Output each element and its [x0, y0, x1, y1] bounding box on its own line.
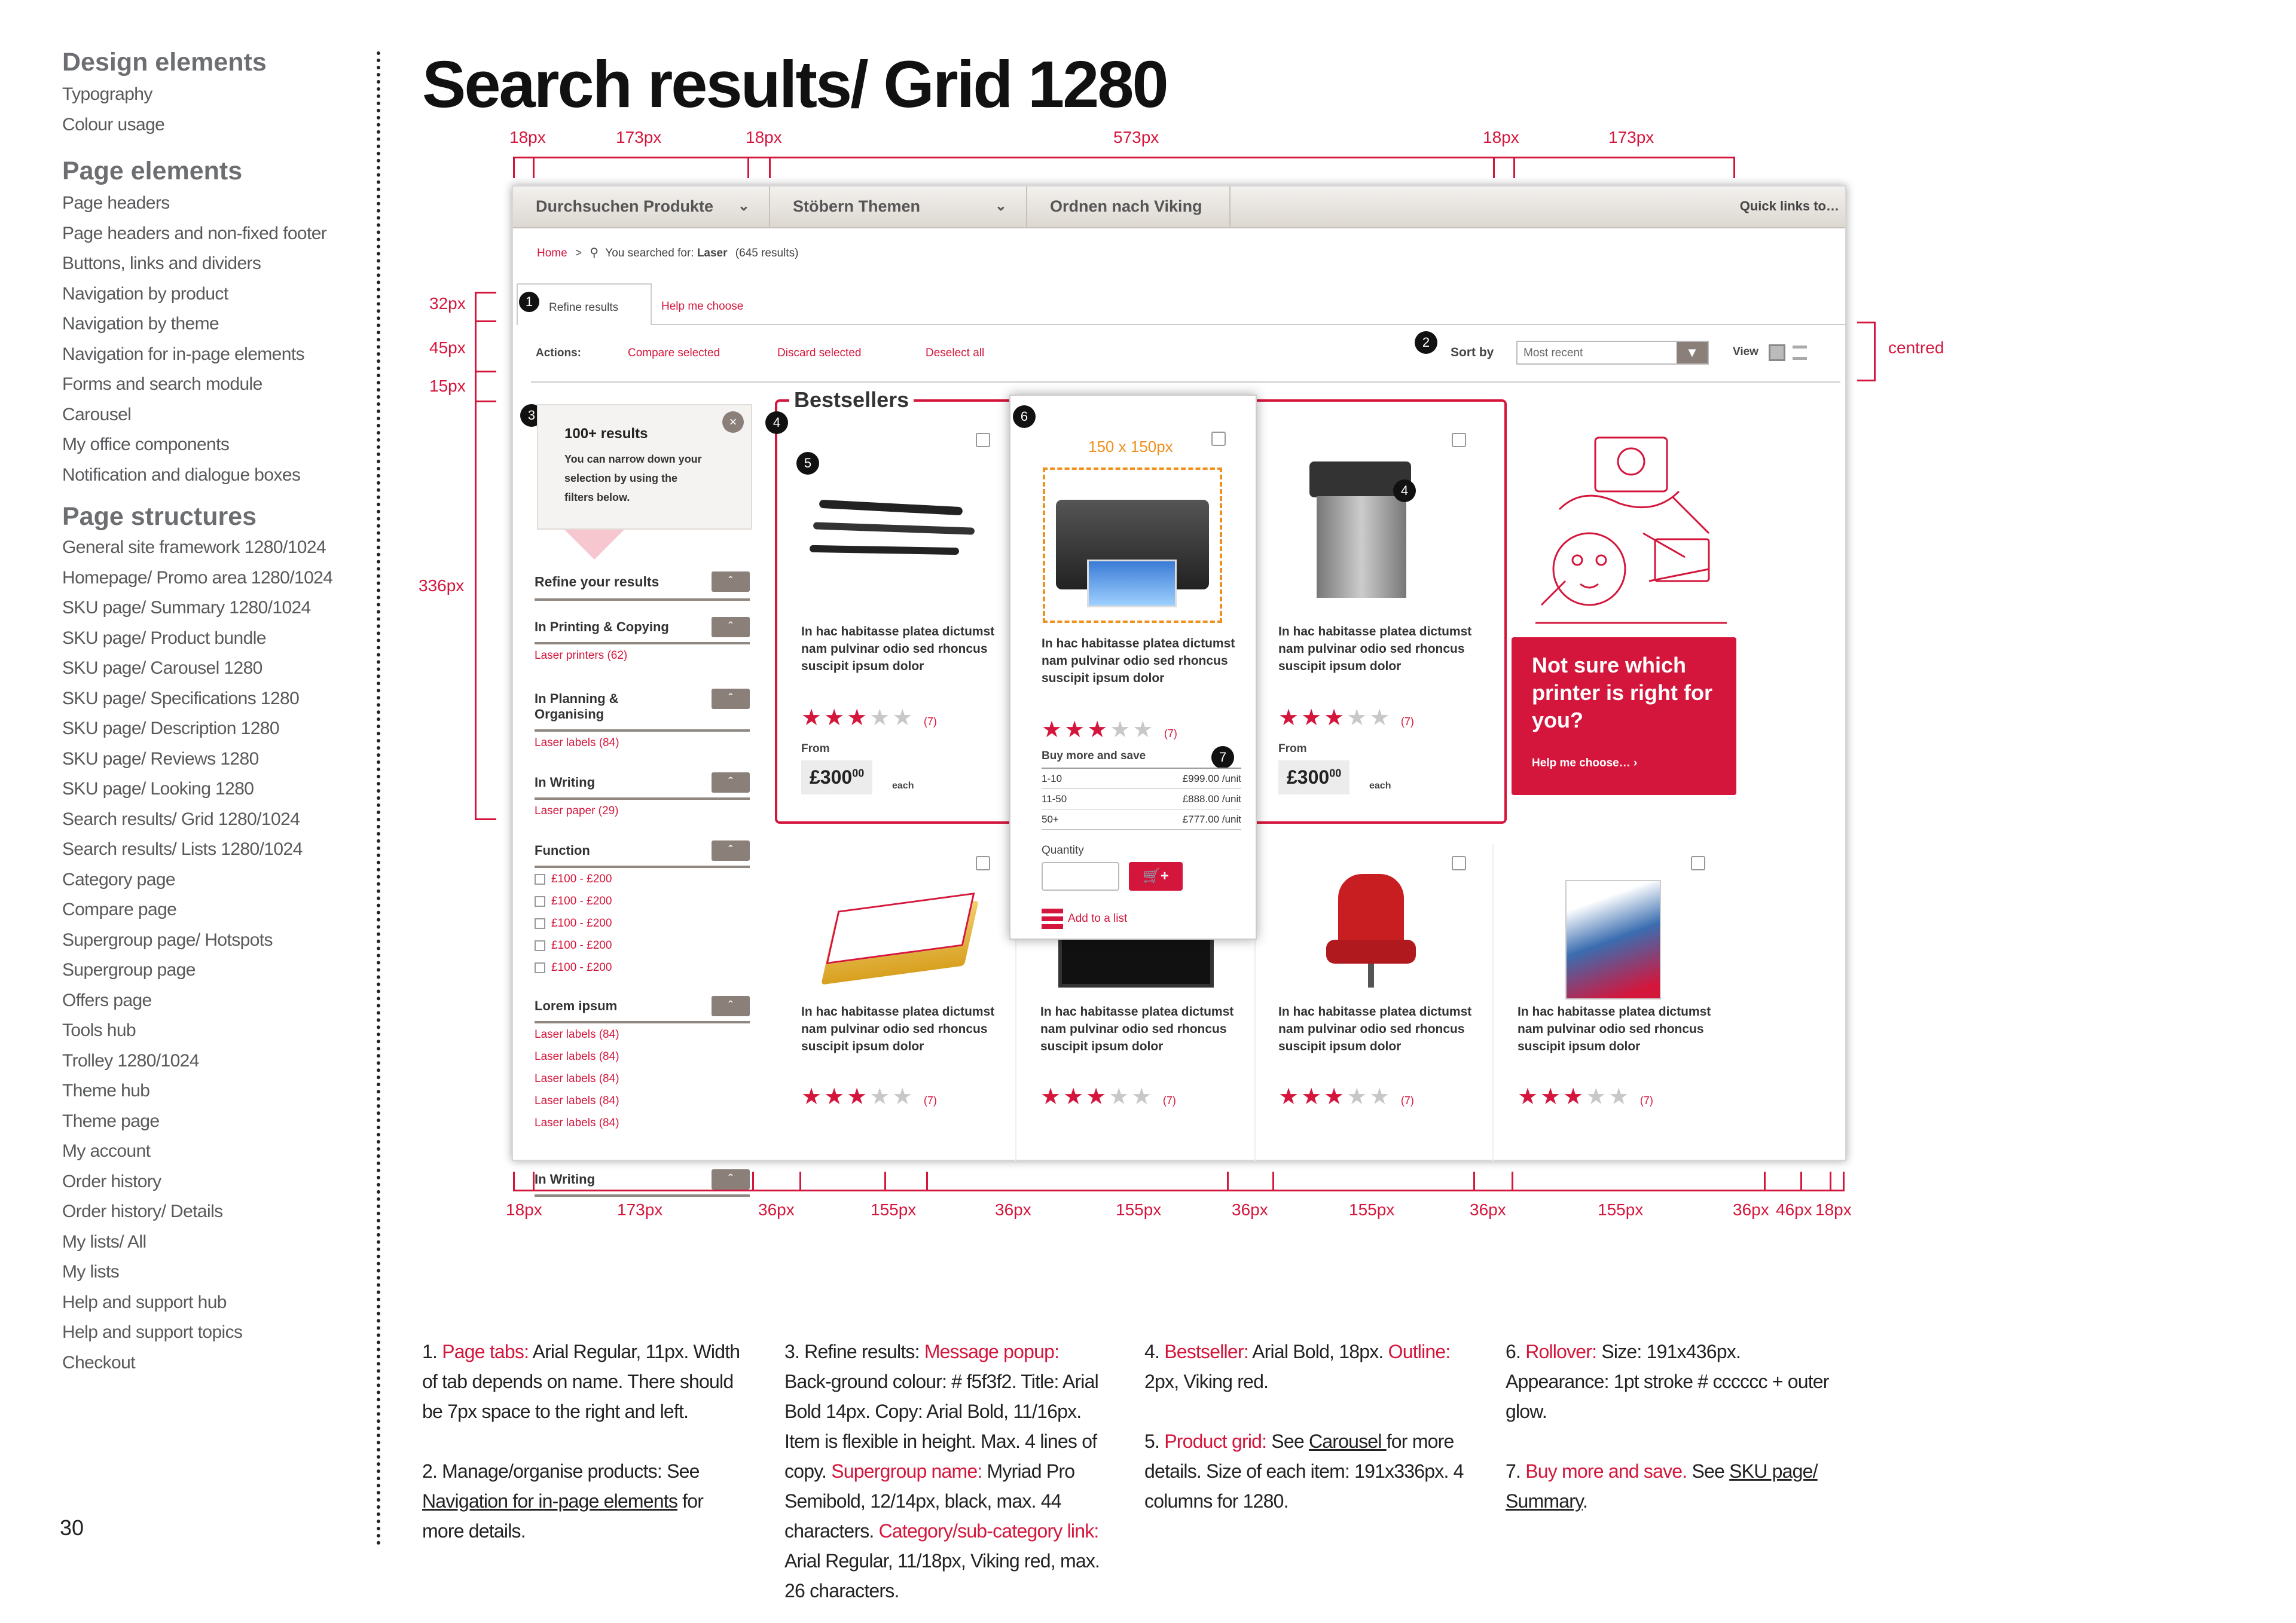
- dimension-label: 155px: [1349, 1200, 1395, 1219]
- sidebar-section-title: Page elements: [62, 157, 243, 185]
- product-image-chair: [1326, 940, 1416, 964]
- product-image-pen: [819, 500, 963, 516]
- note-1: 1. Page tabs: Arial Regular, 11px. Width of tab depends on name. There should be 7px space to the right and left. 2. Manage/organise products: See Navigation for in-page elements for more details.: [422, 1341, 740, 1542]
- checkbox[interactable]: [535, 874, 545, 885]
- note-6: 6. Rollover: Size: 191x436px. Appearance: 1pt stroke # cccccc + outer glow. 7. Buy more and save. See SKU page/ Summary.: [1506, 1341, 1829, 1512]
- dimension-tick: [475, 818, 496, 820]
- collapse-icon[interactable]: ˆ: [712, 772, 750, 793]
- category-link[interactable]: Laser labels (84): [535, 1028, 619, 1041]
- breadcrumb-count: (645 results): [735, 247, 799, 259]
- dimension-label: 36px: [1470, 1200, 1506, 1219]
- chevron-down-icon: ⌄: [994, 198, 1007, 214]
- compare-selected-link[interactable]: Compare selected: [628, 347, 720, 359]
- dimension-line-top: [513, 157, 1735, 158]
- quantity-input[interactable]: [1042, 862, 1119, 891]
- product-card[interactable]: [1500, 844, 1733, 1161]
- sidebar-link[interactable]: Navigation by theme: [62, 314, 219, 334]
- sidebar-link[interactable]: Navigation for in-page elements: [62, 344, 304, 364]
- image-placeholder-outline: [1043, 467, 1222, 623]
- dimension-tick: [1227, 1172, 1229, 1191]
- dimension-label: 46px: [1776, 1200, 1812, 1219]
- nav-tab-viking[interactable]: [1027, 187, 1231, 228]
- bestsellers-title: Bestsellers: [789, 387, 914, 412]
- filter-checkbox-option[interactable]: £100 - £200: [535, 956, 750, 979]
- dimension-label: 36px: [1232, 1200, 1268, 1219]
- rating-stars: ★★★★★ (7): [1518, 1084, 1653, 1109]
- dimension-label: 573px: [1113, 128, 1159, 146]
- refine-title: Refine your results: [535, 574, 660, 589]
- facet-group: [535, 619, 750, 667]
- dimension-tick: [1493, 157, 1495, 178]
- promo-illustration: [1518, 426, 1739, 635]
- price-tier-row: [1042, 809, 1241, 830]
- category-link[interactable]: Laser labels (84): [535, 736, 619, 749]
- annotation-badge: 4: [765, 411, 788, 434]
- annotation-badge: 1: [519, 292, 539, 312]
- sidebar-link[interactable]: Page headers and non-fixed footer: [62, 223, 327, 243]
- rating-stars: ★★★★★ (7): [1278, 705, 1414, 730]
- supergroup-name: In Printing & Copying: [535, 619, 669, 634]
- sidebar-link[interactable]: SKU page/ Looking 1280: [62, 779, 254, 799]
- add-to-basket-button[interactable]: 🛒+: [1129, 862, 1183, 891]
- product-title[interactable]: In hac habitasse platea dictumst nam pulvinar odio sed rhoncus suscipit ipsum dolor: [1040, 1005, 1234, 1053]
- note-3: 3. Refine results: Message popup: Back-ground colour: # f5f3f2. Title: Arial Bold 14px. Copy: Arial Bold, 11/16px. Item is flexible in height. Max. 4 lines of copy. Supergroup name: Myriad Pro Semibold, 12/14px, black, max. 44 characters. Category/sub-category link: Arial Regular, 11/18px, Viking red, max. 26 characters.: [784, 1341, 1100, 1601]
- dimension-tick: [513, 1172, 515, 1191]
- dimension-label: 155px: [871, 1200, 917, 1219]
- promo-box[interactable]: [1512, 637, 1736, 795]
- annotation-badge: 6: [1013, 405, 1036, 428]
- add-to-list-link[interactable]: Add to a list: [1068, 912, 1128, 925]
- price-box: $£300^{00}$: [801, 760, 872, 794]
- product-card[interactable]: [1260, 844, 1494, 1161]
- dimension-line-right: [1874, 322, 1876, 381]
- search-icon: ⚲: [590, 246, 599, 259]
- sidebar-link[interactable]: SKU page/ Description 1280: [62, 719, 279, 738]
- collapse-icon[interactable]: ˆ: [712, 1169, 750, 1190]
- dimension-label: 32px: [429, 294, 466, 313]
- image-size-label: 150 x 150px: [1088, 438, 1173, 456]
- annotation-badge: 4: [1393, 479, 1416, 502]
- dimension-label: 15px: [429, 377, 466, 395]
- dimension-tick: [1830, 1172, 1831, 1191]
- sidebar-link[interactable]: Help and support topics: [62, 1322, 243, 1342]
- sidebar-link[interactable]: Supergroup page/ Hotspots: [62, 930, 273, 950]
- sidebar-link[interactable]: Carousel: [62, 404, 132, 424]
- sidebar-link[interactable]: Offers page: [62, 990, 152, 1010]
- supergroup-name: Function: [535, 843, 590, 858]
- dimension-label: 173px: [616, 128, 662, 146]
- buy-more-save-table: [1042, 768, 1241, 830]
- filter-checkbox-option[interactable]: £100 - £200: [535, 890, 750, 912]
- tier-qty: 11-50: [1042, 793, 1067, 805]
- supergroup-name: Lorem ipsum: [535, 998, 618, 1013]
- list-icon: [1042, 909, 1063, 929]
- dimension-label: 36px: [1733, 1200, 1769, 1219]
- dimension-tick: [513, 157, 515, 178]
- dimension-tick: [1857, 322, 1875, 323]
- sidebar-link[interactable]: Navigation by product: [62, 283, 228, 304]
- category-link[interactable]: Laser labels (84): [535, 1050, 619, 1063]
- checkbox[interactable]: [535, 896, 545, 907]
- dimension-tick: [752, 1172, 754, 1191]
- supergroup-name: In Writing: [535, 775, 596, 790]
- dimension-tick: [1272, 1172, 1274, 1191]
- compare-checkbox[interactable]: [1452, 856, 1466, 870]
- chevron-down-icon: ⌄: [737, 198, 750, 214]
- sidebar-link[interactable]: Help and support hub: [62, 1292, 227, 1312]
- sidebar-link[interactable]: SKU page/ Specifications 1280: [62, 688, 300, 708]
- product-image-printer: [1087, 560, 1177, 607]
- close-icon[interactable]: ×: [722, 411, 744, 433]
- supergroup-name: In Writing: [535, 1172, 596, 1187]
- sidebar-link[interactable]: Trolley 1280/1024: [62, 1050, 199, 1071]
- discard-selected-link[interactable]: Discard selected: [777, 347, 862, 359]
- sidebar-link[interactable]: Buttons, links and dividers: [62, 253, 261, 273]
- product-title[interactable]: In hac habitasse platea dictumst nam pulvinar odio sed rhoncus suscipit ipsum dolor: [1278, 625, 1472, 673]
- price-box: $£300^{00}$: [1278, 760, 1349, 794]
- tier-qty: 50+: [1042, 814, 1059, 825]
- dimension-tick: [926, 1172, 928, 1191]
- sidebar-nav: [62, 48, 337, 1378]
- compare-checkbox[interactable]: [976, 856, 990, 870]
- tab-help-me-choose[interactable]: Help me choose: [661, 300, 744, 313]
- page-title: Search results/ Grid 1280: [422, 48, 1167, 121]
- sidebar-link[interactable]: Compare page: [62, 900, 177, 919]
- sidebar-link[interactable]: My office components: [62, 435, 230, 454]
- filter-checkbox-option[interactable]: £100 - £200: [535, 868, 750, 890]
- sidebar-link[interactable]: Category page: [62, 869, 176, 890]
- deselect-all-link[interactable]: Deselect all: [926, 347, 985, 359]
- checkbox[interactable]: [535, 940, 545, 951]
- breadcrumb-term: Laser: [697, 247, 728, 259]
- search-results-mockup: [512, 185, 1846, 1187]
- dimension-tick: [1843, 1172, 1845, 1191]
- rollover-card[interactable]: [1009, 395, 1257, 940]
- sidebar-link[interactable]: Typography: [62, 84, 152, 104]
- dimension-label: 155px: [1598, 1200, 1644, 1219]
- product-title[interactable]: In hac habitasse platea dictumst nam pulvinar odio sed rhoncus suscipit ipsum dolor: [1278, 1005, 1472, 1053]
- tab-label: Refine results: [549, 301, 619, 314]
- view-label: View: [1733, 346, 1758, 358]
- supergroup-name: In Planning & Organising: [535, 691, 619, 722]
- note-4: 4. Bestseller: Arial Bold, 18px. Outline: 2px, Viking red. 5. Product grid: See Carousel for more details. Size of each item: 191x336px. 4 columns for 1280.: [1144, 1341, 1464, 1512]
- nav-tab-products[interactable]: [513, 187, 770, 228]
- facet-group: [535, 691, 750, 754]
- sort-select-value: Most recent: [1523, 347, 1583, 359]
- sidebar-link[interactable]: Notification and dialogue boxes: [62, 464, 301, 485]
- dimension-tick: [1764, 1172, 1766, 1191]
- sort-select[interactable]: [1516, 341, 1709, 365]
- tier-qty: 1-10: [1042, 773, 1062, 784]
- filter-checkbox-option[interactable]: £100 - £200: [535, 934, 750, 956]
- collapse-icon[interactable]: ˆ: [712, 840, 750, 861]
- compare-checkbox[interactable]: [1211, 432, 1226, 446]
- price-unit: each: [1369, 781, 1391, 791]
- sku-summary-link[interactable]: SKU page/ Summary: [1506, 1460, 1818, 1512]
- sidebar-link[interactable]: SKU page/ Reviews 1280: [62, 748, 259, 769]
- dimension-label: 18px: [509, 128, 546, 146]
- facet-group: [535, 1172, 750, 1197]
- annotation-badge: 7: [1211, 746, 1234, 769]
- rating-stars: ★★★★★ (7): [801, 705, 937, 730]
- dimension-tick: [475, 292, 496, 294]
- list-view-icon[interactable]: [1793, 346, 1807, 360]
- checkbox[interactable]: [535, 918, 545, 929]
- compare-checkbox[interactable]: [1691, 856, 1705, 870]
- navigation-link[interactable]: Navigation for in-page elements: [422, 1490, 678, 1512]
- buy-more-save-title: Buy more and save: [1042, 750, 1146, 762]
- dimension-tick: [475, 320, 496, 322]
- sidebar-link[interactable]: Forms and search module: [62, 374, 262, 394]
- carousel-link[interactable]: Carousel: [1308, 1431, 1387, 1452]
- actions-label: Actions:: [536, 347, 581, 359]
- facet-group: [535, 843, 750, 979]
- actions-divider: [531, 381, 1840, 383]
- sidebar-link[interactable]: My lists: [62, 1262, 120, 1282]
- nav-tab-themes[interactable]: [770, 187, 1027, 228]
- category-link[interactable]: Laser labels (84): [535, 1095, 619, 1107]
- sidebar-link[interactable]: Colour usage: [62, 114, 165, 135]
- dimension-label: 45px: [429, 338, 466, 357]
- dimension-tick: [1857, 380, 1875, 381]
- popup-title: 100+ results: [564, 426, 648, 442]
- dimension-tick: [1800, 1172, 1802, 1191]
- dimension-label: 18px: [506, 1200, 542, 1219]
- dimension-label: 173px: [617, 1200, 663, 1219]
- facet-group: [535, 998, 750, 1134]
- price-tier-row: [1042, 769, 1241, 789]
- category-link[interactable]: Laser labels (84): [535, 1072, 619, 1085]
- page-number: 30: [60, 1515, 84, 1540]
- dimension-tick: [533, 157, 535, 178]
- dimension-tick: [475, 371, 496, 372]
- annotation-badge: 3: [520, 404, 543, 427]
- rating-stars: ★★★★★ (7): [1042, 717, 1177, 742]
- breadcrumb-text: You searched for:: [605, 247, 694, 259]
- dimension-tick: [1512, 1172, 1513, 1191]
- facet-group: [535, 775, 750, 822]
- collapse-icon[interactable]: ˆ: [712, 996, 750, 1016]
- refine-header: [535, 574, 750, 601]
- sidebar-link[interactable]: Theme page: [62, 1111, 160, 1131]
- rating-stars: ★★★★★ (7): [1278, 1084, 1414, 1109]
- product-image-chair: [1338, 874, 1404, 946]
- dimension-tick: [1473, 1172, 1475, 1191]
- collapse-icon[interactable]: ˆ: [712, 617, 750, 637]
- price-tier-row: [1042, 789, 1241, 809]
- price-unit: each: [892, 781, 914, 791]
- dimension-tick: [884, 1172, 886, 1191]
- product-card[interactable]: [783, 844, 1016, 1161]
- sidebar-link[interactable]: Tools hub: [62, 1020, 136, 1040]
- sidebar-link[interactable]: Order history/ Details: [62, 1202, 223, 1221]
- product-image-paper: [1565, 880, 1661, 1000]
- dimension-label: 18px: [1815, 1200, 1852, 1219]
- price-from-label: From: [1278, 742, 1307, 755]
- dimension-label: 18px: [746, 128, 782, 146]
- promo-text: Not sure which printer is right for you?: [1532, 653, 1713, 732]
- dimension-label: 173px: [1608, 128, 1654, 146]
- dimension-label: centred: [1888, 338, 1944, 357]
- promo-link[interactable]: Help me choose… ›: [1532, 757, 1638, 769]
- nav-tab-label: Stöbern Themen: [793, 197, 921, 215]
- dimension-label: 36px: [995, 1200, 1031, 1219]
- dimension-label: 18px: [1483, 128, 1519, 146]
- grid-view-icon[interactable]: [1769, 344, 1785, 361]
- product-image-chair: [1368, 964, 1374, 988]
- product-image-pen: [813, 522, 975, 534]
- dimension-tick: [799, 1172, 801, 1191]
- product-image-pen: [810, 545, 959, 555]
- sidebar-link[interactable]: SKU page/ Carousel 1280: [62, 658, 262, 678]
- price-from-label: From: [801, 742, 830, 755]
- sort-by-label: Sort by: [1451, 346, 1494, 359]
- product-title[interactable]: In hac habitasse platea dictumst nam pulvinar odio sed rhoncus suscipit ipsum dolor: [1042, 637, 1235, 685]
- compare-checkbox[interactable]: [1452, 433, 1466, 447]
- sidebar-link[interactable]: Order history: [62, 1171, 161, 1191]
- dimension-tick: [1733, 157, 1735, 178]
- sidebar-link[interactable]: Theme hub: [62, 1081, 150, 1101]
- message-popup: [537, 404, 752, 530]
- tier-price: £888.00 /unit: [1182, 793, 1241, 805]
- product-card[interactable]: [1260, 414, 1494, 820]
- sidebar-link[interactable]: Checkout: [62, 1352, 135, 1373]
- sidebar-link[interactable]: General site framework 1280/1024: [62, 537, 326, 557]
- sidebar-link[interactable]: Supergroup page: [62, 960, 196, 980]
- quick-links-button[interactable]: Quick links to…: [1739, 198, 1839, 213]
- sidebar-link[interactable]: SKU page/ Product bundle: [62, 628, 266, 648]
- product-title[interactable]: In hac habitasse platea dictumst nam pulvinar odio sed rhoncus suscipit ipsum dolor: [801, 1005, 995, 1053]
- annotation-badge: 5: [796, 452, 819, 475]
- checkbox[interactable]: [535, 962, 545, 973]
- product-card[interactable]: [783, 414, 1016, 820]
- sidebar-section-title: Design elements: [62, 48, 267, 77]
- sidebar-link[interactable]: My lists/ All: [62, 1231, 146, 1252]
- product-image-shredder: [1317, 496, 1406, 598]
- collapse-icon[interactable]: ˆ: [712, 689, 750, 709]
- collapse-all-icon[interactable]: ˆ: [712, 571, 750, 592]
- tier-price: £999.00 /unit: [1182, 773, 1241, 784]
- dimension-label: 36px: [758, 1200, 795, 1219]
- breadcrumb-home-link[interactable]: Home: [537, 247, 567, 259]
- sidebar-link[interactable]: Search results/ Lists 1280/1024: [62, 839, 303, 859]
- sidebar-section-title: Page structures: [62, 502, 257, 531]
- compare-checkbox[interactable]: [976, 433, 990, 447]
- dimension-tick: [747, 157, 749, 178]
- popup-arrow-icon: [564, 530, 624, 560]
- chevron-down-icon: ▼: [1677, 342, 1708, 363]
- category-link[interactable]: Laser labels (84): [535, 1117, 619, 1129]
- nav-tab-label: Durchsuchen Produkte: [536, 197, 714, 215]
- tier-price: £777.00 /unit: [1182, 814, 1241, 825]
- breadcrumb: [537, 245, 798, 260]
- category-link[interactable]: Laser paper (29): [535, 805, 619, 817]
- dimension-label: 336px: [419, 576, 465, 595]
- dimension-tick: [1513, 157, 1515, 178]
- breadcrumb-separator: >: [575, 247, 582, 259]
- dimension-label: 155px: [1116, 1200, 1162, 1219]
- sidebar-link[interactable]: Page headers: [62, 193, 170, 213]
- sidebar-link[interactable]: SKU page/ Summary 1280/1024: [62, 598, 311, 618]
- sidebar-link[interactable]: My account: [62, 1141, 151, 1161]
- category-link[interactable]: Laser printers (62): [535, 649, 628, 662]
- divider: [535, 598, 750, 601]
- dimension-tick: [475, 401, 496, 402]
- dotted-divider: [377, 51, 380, 1546]
- tab-baseline: [651, 324, 1846, 325]
- top-navigation: [513, 187, 1845, 228]
- rating-stars: ★★★★★ (7): [801, 1084, 937, 1109]
- sidebar-link[interactable]: Search results/ Grid 1280/1024: [62, 809, 300, 829]
- annotation-badge: 2: [1415, 331, 1437, 354]
- quantity-label: Quantity: [1042, 844, 1084, 857]
- product-title[interactable]: In hac habitasse platea dictumst nam pulvinar odio sed rhoncus suscipit ipsum dolor: [801, 625, 995, 673]
- nav-tab-label: Ordnen nach Viking: [1050, 197, 1202, 215]
- divider: [535, 1194, 750, 1197]
- dimension-tick: [769, 157, 771, 178]
- product-title[interactable]: In hac habitasse platea dictumst nam pulvinar odio sed rhoncus suscipit ipsum dolor: [1518, 1005, 1711, 1053]
- rating-stars: ★★★★★ (7): [1040, 1084, 1176, 1109]
- filter-checkbox-option[interactable]: £100 - £200: [535, 912, 750, 934]
- sidebar-link[interactable]: Homepage/ Promo area 1280/1024: [62, 567, 333, 588]
- popup-body: You can narrow down your selection by using the filters below.: [564, 453, 702, 503]
